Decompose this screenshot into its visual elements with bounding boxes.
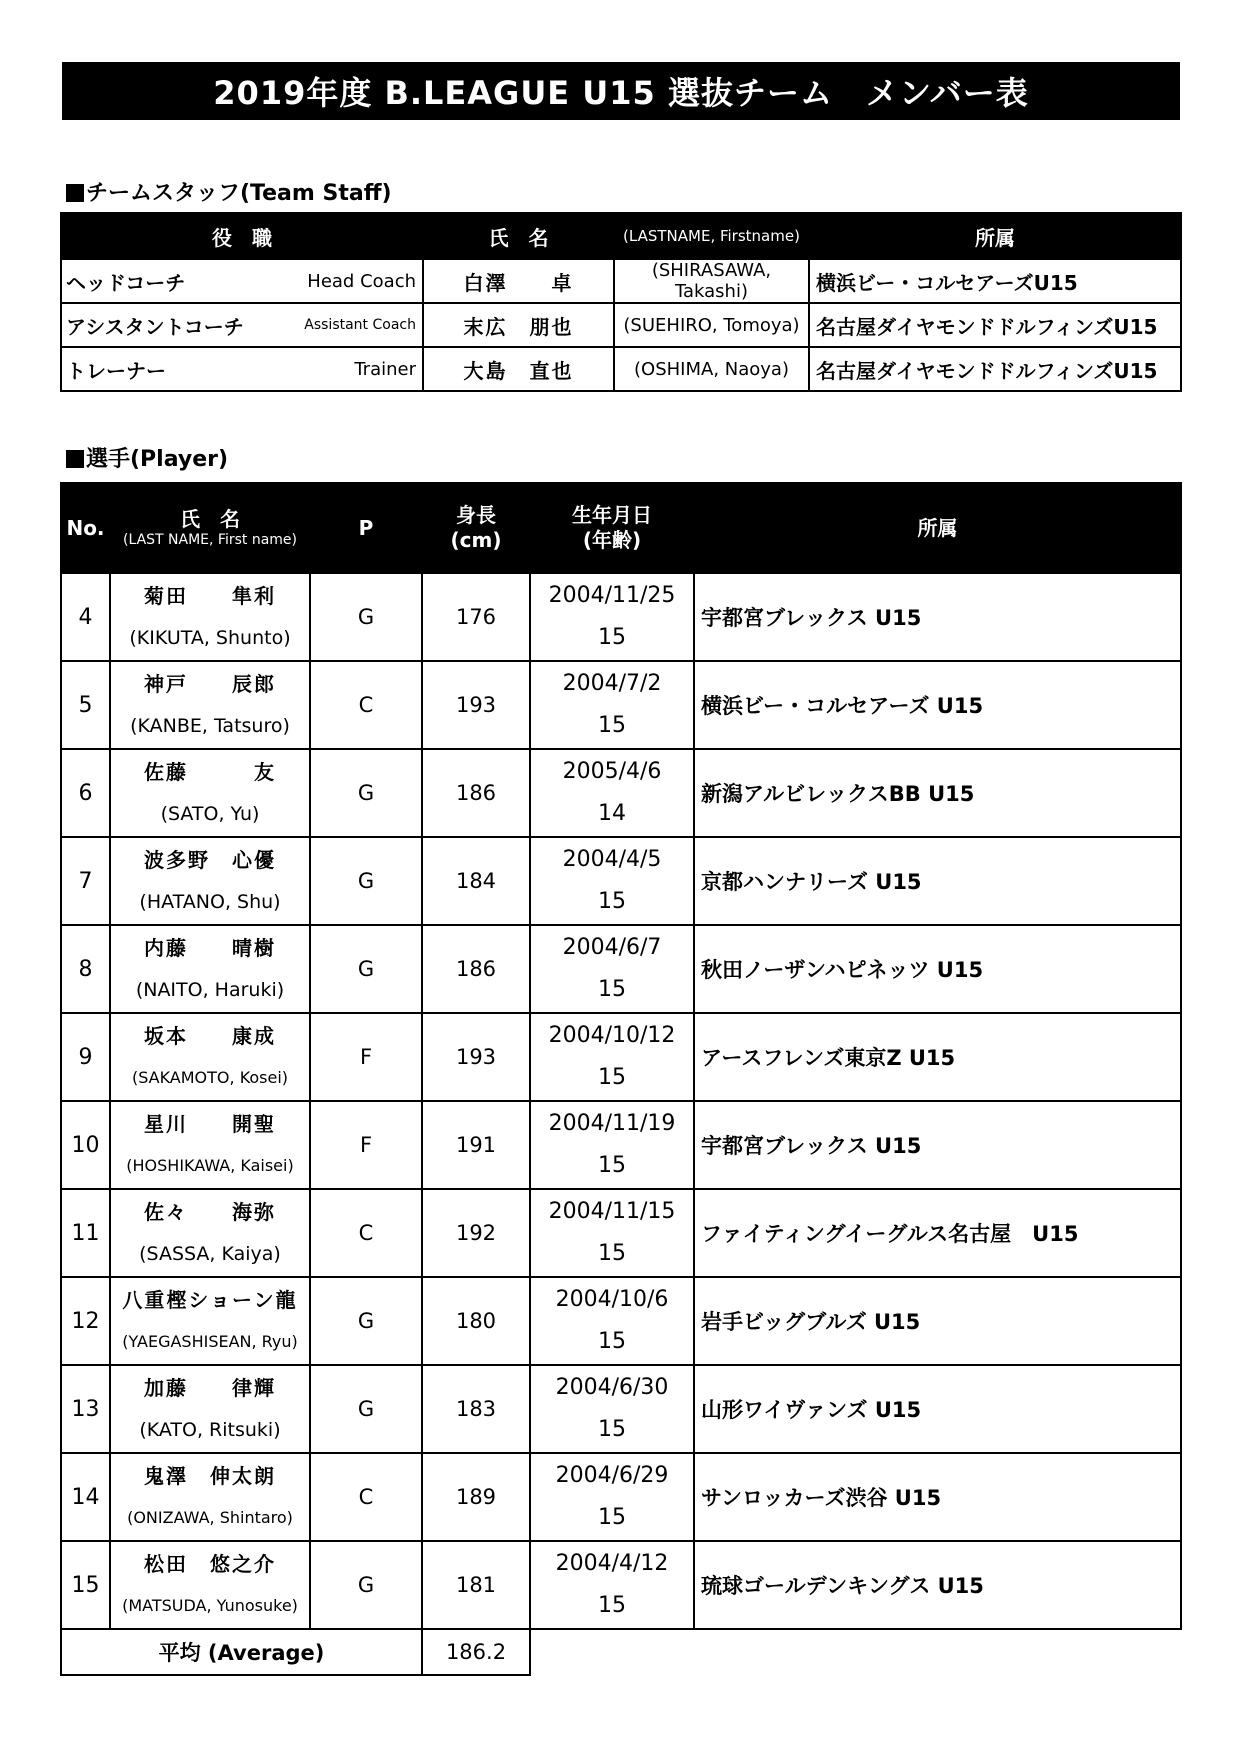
player-row xyxy=(61,1453,1181,1541)
position-header: P xyxy=(310,483,422,573)
player-birth-cell xyxy=(530,1013,694,1101)
age-header-label: (年齢) xyxy=(582,528,642,552)
player-height: 193 xyxy=(422,1013,530,1101)
player-row xyxy=(61,573,1181,661)
player-name: 菊田 隼利 xyxy=(144,584,276,608)
player-roman-name: (SATO, Yu) xyxy=(160,803,260,825)
staff-team: 名古屋ダイヤモンドドルフィンズU15 xyxy=(809,347,1181,391)
name-header: 氏 名 xyxy=(423,213,614,259)
player-age: 15 xyxy=(598,625,626,650)
staff-name: 白澤 卓 xyxy=(423,259,614,303)
player-height: 191 xyxy=(422,1101,530,1189)
player-height: 186 xyxy=(422,749,530,837)
staff-team: 名古屋ダイヤモンドドルフィンズU15 xyxy=(809,303,1181,347)
player-number: 11 xyxy=(61,1189,110,1277)
player-team: アースフレンズ東京Z U15 xyxy=(694,1013,1181,1101)
player-team: ファイティングイーグルス名古屋 U15 xyxy=(694,1189,1181,1277)
player-position: C xyxy=(310,661,422,749)
player-age: 15 xyxy=(598,1329,626,1354)
player-birth-cell xyxy=(530,1189,694,1277)
player-age: 15 xyxy=(598,1065,626,1090)
player-name-cell xyxy=(110,1101,310,1189)
player-birthdate: 2004/7/2 xyxy=(562,671,662,696)
player-birthdate: 2004/11/19 xyxy=(548,1111,676,1136)
staff-row xyxy=(61,347,1181,391)
player-birth-cell xyxy=(530,1277,694,1365)
player-number: 9 xyxy=(61,1013,110,1101)
no-header: No. xyxy=(61,483,110,573)
role-en: Head Coach xyxy=(307,270,416,292)
player-birthdate: 2004/10/12 xyxy=(548,1023,676,1048)
player-row xyxy=(61,1101,1181,1189)
staff-roman-name: (SHIRASAWA, Takashi) xyxy=(614,259,809,303)
player-roman-name: (SASSA, Kaiya) xyxy=(139,1243,281,1265)
player-name: 鬼澤 伸太朗 xyxy=(144,1464,276,1488)
empty-cell xyxy=(530,1629,1181,1675)
player-roman-name: (YAEGASHISEAN, Ryu) xyxy=(122,1332,298,1351)
player-position: F xyxy=(310,1013,422,1101)
role-jp: トレーナー xyxy=(66,358,166,383)
player-number: 15 xyxy=(61,1541,110,1629)
player-team: 宇都宮ブレックス U15 xyxy=(694,573,1181,661)
player-position: C xyxy=(310,1189,422,1277)
player-age: 15 xyxy=(598,713,626,738)
average-value: 186.2 xyxy=(422,1629,530,1675)
player-position: G xyxy=(310,1365,422,1453)
player-team: 秋田ノーザンハピネッツ U15 xyxy=(694,925,1181,1013)
role-en: Trainer xyxy=(354,358,416,380)
player-height: 180 xyxy=(422,1277,530,1365)
player-name-cell xyxy=(110,925,310,1013)
player-roman-name: (HOSHIKAWA, Kaisei) xyxy=(126,1156,294,1175)
player-row xyxy=(61,1189,1181,1277)
role-en: Assistant Coach xyxy=(304,317,416,333)
player-number: 7 xyxy=(61,837,110,925)
role-cell xyxy=(61,259,423,303)
square-bullet-icon xyxy=(66,450,84,468)
role-jp: ヘッドコーチ xyxy=(66,270,186,295)
player-age: 15 xyxy=(598,1505,626,1530)
document-title: 2019年度 B.LEAGUE U15 選抜チーム メンバー表 xyxy=(62,62,1180,120)
name-header xyxy=(110,483,310,573)
player-team: サンロッカーズ渋谷 U15 xyxy=(694,1453,1181,1541)
player-roman-name: (ONIZAWA, Shintaro) xyxy=(127,1508,293,1527)
name-hint-label: (LAST NAME, First name) xyxy=(122,531,297,548)
player-birth-cell xyxy=(530,749,694,837)
player-row xyxy=(61,661,1181,749)
player-roman-name: (HATANO, Shu) xyxy=(139,891,281,913)
player-name-cell xyxy=(110,749,310,837)
player-row xyxy=(61,1013,1181,1101)
player-number: 5 xyxy=(61,661,110,749)
player-birthdate: 2004/4/5 xyxy=(562,847,662,872)
player-row xyxy=(61,925,1181,1013)
staff-roman-name: (OSHIMA, Naoya) xyxy=(614,347,809,391)
player-name: 星川 開聖 xyxy=(144,1112,276,1136)
player-heading-text: 選手(Player) xyxy=(86,447,229,472)
player-birth-cell xyxy=(530,1101,694,1189)
player-team: 京都ハンナリーズ U15 xyxy=(694,837,1181,925)
player-age: 15 xyxy=(598,889,626,914)
player-number: 6 xyxy=(61,749,110,837)
player-name-cell xyxy=(110,573,310,661)
player-height: 181 xyxy=(422,1541,530,1629)
birth-header xyxy=(530,483,694,573)
player-birthdate: 2004/6/7 xyxy=(562,935,662,960)
player-name: 佐藤 友 xyxy=(144,760,276,784)
player-number: 12 xyxy=(61,1277,110,1365)
player-name-cell xyxy=(110,1365,310,1453)
player-height: 192 xyxy=(422,1189,530,1277)
player-birthdate: 2004/11/15 xyxy=(548,1199,676,1224)
player-height: 176 xyxy=(422,573,530,661)
player-row xyxy=(61,749,1181,837)
player-age: 15 xyxy=(598,1153,626,1178)
player-birthdate: 2004/10/6 xyxy=(555,1287,669,1312)
role-cell xyxy=(61,303,423,347)
staff-team: 横浜ビー・コルセアーズU15 xyxy=(809,259,1181,303)
player-height: 186 xyxy=(422,925,530,1013)
player-birth-cell xyxy=(530,1453,694,1541)
player-position: G xyxy=(310,1541,422,1629)
average-row xyxy=(61,1629,1181,1675)
height-header xyxy=(422,483,530,573)
player-table xyxy=(60,482,1182,1676)
player-name-cell xyxy=(110,1189,310,1277)
team-header: 所属 xyxy=(809,213,1181,259)
player-name: 坂本 康成 xyxy=(144,1024,276,1048)
role-cell xyxy=(61,347,423,391)
player-name-cell xyxy=(110,1541,310,1629)
player-name-cell xyxy=(110,837,310,925)
player-age: 15 xyxy=(598,1241,626,1266)
staff-row xyxy=(61,303,1181,347)
player-row xyxy=(61,1277,1181,1365)
birth-header-label: 生年月日 xyxy=(572,503,652,527)
player-birthdate: 2004/6/30 xyxy=(555,1375,669,1400)
player-number: 13 xyxy=(61,1365,110,1453)
staff-heading-text: チームスタッフ(Team Staff) xyxy=(86,181,392,206)
name-header-label: 氏 名 xyxy=(180,506,240,531)
player-age: 15 xyxy=(598,1417,626,1442)
role-header: 役 職 xyxy=(61,213,423,259)
player-position: G xyxy=(310,837,422,925)
player-birth-cell xyxy=(530,925,694,1013)
player-team: 琉球ゴールデンキングス U15 xyxy=(694,1541,1181,1629)
player-name-cell xyxy=(110,1453,310,1541)
name-hint-header: (LASTNAME, Firstname) xyxy=(614,213,809,259)
player-birth-cell xyxy=(530,573,694,661)
player-name: 内藤 晴樹 xyxy=(144,936,276,960)
square-bullet-icon xyxy=(66,184,84,202)
average-label: 平均 (Average) xyxy=(61,1629,422,1675)
player-team: 横浜ビー・コルセアーズ U15 xyxy=(694,661,1181,749)
player-name-cell xyxy=(110,1013,310,1101)
player-birthdate: 2004/6/29 xyxy=(555,1463,669,1488)
player-section-heading xyxy=(66,442,228,473)
player-row xyxy=(61,1541,1181,1629)
staff-section-heading xyxy=(66,176,392,207)
player-row xyxy=(61,837,1181,925)
player-height: 193 xyxy=(422,661,530,749)
player-age: 15 xyxy=(598,977,626,1002)
height-header-label: 身長 xyxy=(456,503,496,527)
player-birth-cell xyxy=(530,1541,694,1629)
player-roman-name: (KANBE, Tatsuro) xyxy=(130,715,290,737)
player-height: 184 xyxy=(422,837,530,925)
player-roman-name: (KATO, Ritsuki) xyxy=(139,1419,281,1441)
player-team: 山形ワイヴァンズ U15 xyxy=(694,1365,1181,1453)
player-age: 15 xyxy=(598,1593,626,1618)
player-roman-name: (NAITO, Haruki) xyxy=(135,979,285,1001)
player-header-row xyxy=(61,483,1181,573)
player-name: 松田 悠之介 xyxy=(144,1552,276,1576)
staff-header-row xyxy=(61,213,1181,259)
player-birth-cell xyxy=(530,1365,694,1453)
team-header: 所属 xyxy=(694,483,1181,573)
player-position: C xyxy=(310,1453,422,1541)
player-roman-name: (MATSUDA, Yunosuke) xyxy=(122,1596,298,1615)
player-position: F xyxy=(310,1101,422,1189)
staff-roman-name: (SUEHIRO, Tomoya) xyxy=(614,303,809,347)
player-team: 宇都宮ブレックス U15 xyxy=(694,1101,1181,1189)
player-number: 8 xyxy=(61,925,110,1013)
player-age: 14 xyxy=(598,801,626,826)
player-name: 波多野 心優 xyxy=(144,848,276,872)
player-team: 岩手ビッグブルズ U15 xyxy=(694,1277,1181,1365)
player-birth-cell xyxy=(530,837,694,925)
player-name: 加藤 律輝 xyxy=(144,1376,276,1400)
height-unit-label: (cm) xyxy=(450,528,502,552)
player-birthdate: 2004/4/12 xyxy=(555,1551,669,1576)
player-birthdate: 2004/11/25 xyxy=(548,583,676,608)
player-name: 八重樫ショーン龍 xyxy=(122,1288,298,1312)
player-position: G xyxy=(310,1277,422,1365)
staff-table xyxy=(60,212,1182,392)
role-jp: アシスタントコーチ xyxy=(66,314,244,339)
player-position: G xyxy=(310,749,422,837)
player-height: 189 xyxy=(422,1453,530,1541)
player-name: 佐々 海弥 xyxy=(144,1200,276,1224)
staff-name: 末広 朋也 xyxy=(423,303,614,347)
player-height: 183 xyxy=(422,1365,530,1453)
player-number: 14 xyxy=(61,1453,110,1541)
player-team: 新潟アルビレックスBB U15 xyxy=(694,749,1181,837)
player-position: G xyxy=(310,925,422,1013)
player-row xyxy=(61,1365,1181,1453)
staff-row xyxy=(61,259,1181,303)
player-name: 神戸 辰郎 xyxy=(144,672,276,696)
player-birthdate: 2005/4/6 xyxy=(562,759,662,784)
player-roman-name: (SAKAMOTO, Kosei) xyxy=(131,1068,289,1087)
player-name-cell xyxy=(110,661,310,749)
staff-name: 大島 直也 xyxy=(423,347,614,391)
player-number: 10 xyxy=(61,1101,110,1189)
player-birth-cell xyxy=(530,661,694,749)
player-number: 4 xyxy=(61,573,110,661)
player-roman-name: (KIKUTA, Shunto) xyxy=(129,627,291,649)
player-position: G xyxy=(310,573,422,661)
player-name-cell xyxy=(110,1277,310,1365)
